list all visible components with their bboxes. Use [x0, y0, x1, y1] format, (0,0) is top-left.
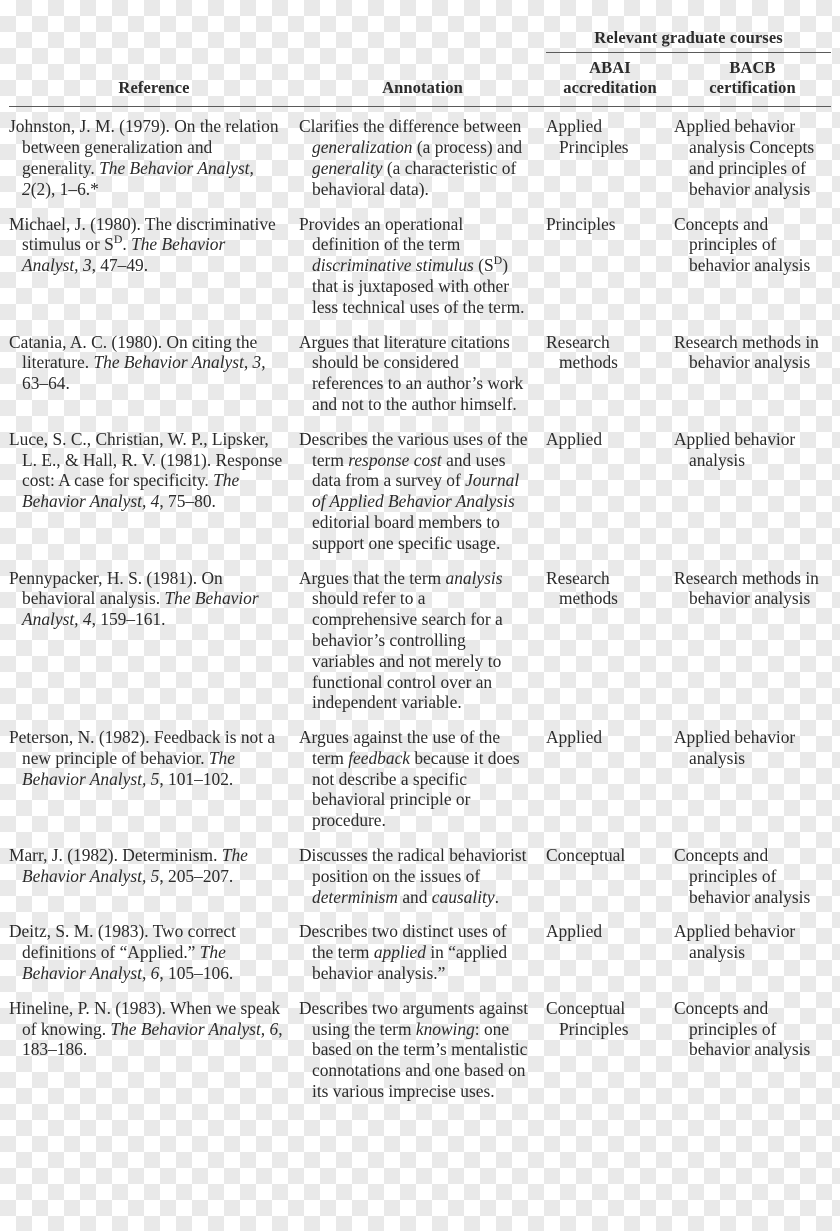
- annotated-bibliography-table: [9, 0, 831, 1109]
- column-header-abai-line2: accreditation: [563, 78, 657, 98]
- cell-annotation: Discusses the radical behaviorist position on the issues of determinism and causality.: [299, 845, 527, 907]
- table-row: [9, 720, 831, 838]
- cell-bacb: Research methods in behavior analysis: [674, 331, 819, 373]
- cell-reference: Catania, A. C. (1980). On citing the literature. The Behavior Analyst, 3, 63–64.: [9, 331, 266, 394]
- header-spacer-annotation: [299, 0, 546, 53]
- cell-reference: Johnston, J. M. (1979). On the relation between generalization and generality. The Behavior Analyst, 2(2), 1–6.*: [9, 116, 279, 199]
- table-header: [9, 0, 831, 107]
- cell-annotation: Argues that the term analysis should refer to a comprehensive search for a behavior’s controlling variables and not merely to functional control over an independent variable.: [299, 567, 503, 713]
- cell-bacb: Concepts and principles of behavior analysis: [674, 845, 811, 907]
- cell-annotation: Clarifies the difference between generalization (a process) and generality (a characteristic of behavioral data).: [299, 116, 523, 199]
- column-header-abai-line1: ABAI: [589, 58, 631, 78]
- cell-bacb: Applied behavior analysis: [674, 428, 796, 470]
- cell-reference: Marr, J. (1982). Determinism. The Behavior Analyst, 5, 205–207.: [9, 845, 248, 886]
- cell-reference: Peterson, N. (1982). Feedback is not a new principle of behavior. The Behavior Analyst, 5, 101–102.: [9, 727, 276, 789]
- cell-annotation: Argues that literature citations should be considered references to an author’s work and not to the author himself.: [299, 331, 524, 414]
- cell-abai: Applied: [546, 428, 603, 449]
- cell-abai: Research methods: [546, 567, 618, 609]
- cell-bacb: Applied behavior analysis: [674, 921, 796, 963]
- table-body: [9, 107, 831, 1109]
- cell-annotation: Provides an operational definition of the term discriminative stimulus $(S^D)$ that is juxtaposed with other less technical uses of the term.: [299, 213, 525, 317]
- cell-abai: Conceptual Principles: [546, 997, 629, 1039]
- table-row: [9, 561, 831, 721]
- column-header-bacb-line2: certification: [709, 78, 796, 98]
- column-header-bacb-certification: [674, 53, 831, 107]
- table-row: [9, 838, 831, 914]
- cell-annotation: Argues against the use of the term feedback because it does not describe a specific behavioral principle or procedure.: [299, 727, 520, 831]
- cell-bacb: Applied behavior analysis: [674, 727, 796, 768]
- cell-abai: Principles: [546, 213, 616, 234]
- cell-abai: Applied: [546, 921, 603, 942]
- column-header-annotation: Annotation: [299, 53, 546, 107]
- cell-annotation: Describes two arguments against using the term knowing: one based on the term’s mentalistic connotations and one based on its various imprecise uses.: [299, 997, 529, 1102]
- cell-reference: Michael, J. (1980). The discriminative stimulus or $S^D$. The Behavior Analyst, 3, 47–49.: [9, 213, 276, 276]
- cell-reference: Hineline, P. N. (1983). When we speak of knowing. The Behavior Analyst, 6, 183–186.: [9, 997, 283, 1060]
- cell-bacb: Applied behavior analysis Concepts and principles of behavior analysis: [674, 116, 815, 199]
- table-row: [9, 325, 831, 422]
- column-header-reference: Reference: [9, 53, 299, 107]
- table-row: [9, 422, 831, 561]
- header-row-spanning: [9, 0, 831, 53]
- cell-abai: Applied Principles: [546, 116, 629, 158]
- column-header-abai-accreditation: [546, 53, 674, 107]
- cell-annotation: Describes the various uses of the term response cost and uses data from a survey of Journal of Applied Behavior Analysis editorial board members to support one specific usage.: [299, 428, 528, 553]
- cell-bacb: Concepts and principles of behavior analysis: [674, 997, 811, 1060]
- table-row: [9, 107, 831, 207]
- cell-bacb: Research methods in behavior analysis: [674, 567, 819, 609]
- cell-reference: Deitz, S. M. (1983). Two correct definitions of “Applied.” The Behavior Analyst, 6, 105–106.: [9, 921, 236, 984]
- header-spacer-reference: [9, 0, 299, 53]
- column-header-bacb-line1: BACB: [729, 58, 776, 78]
- cell-reference: Pennypacker, H. S. (1981). On behavioral analysis. The Behavior Analyst, 4, 159–161.: [9, 567, 259, 630]
- table-row: [9, 207, 831, 325]
- table-row: [9, 991, 831, 1109]
- cell-abai: Applied: [546, 727, 603, 748]
- cell-bacb: Concepts and principles of behavior analysis: [674, 213, 811, 276]
- header-relevant-graduate-courses: Relevant graduate courses: [546, 0, 831, 53]
- cell-abai: Conceptual: [546, 845, 626, 866]
- header-row-columns: [9, 53, 831, 107]
- cell-annotation: Describes two distinct uses of the term applied in “applied behavior analysis.”: [299, 921, 508, 984]
- cell-abai: Research methods: [546, 331, 618, 373]
- cell-reference: Luce, S. C., Christian, W. P., Lipsker, L. E., & Hall, R. V. (1981). Response cost: A case for specificity. The Behavior Analyst, 4, 75–80.: [9, 428, 283, 512]
- table-row: [9, 914, 831, 990]
